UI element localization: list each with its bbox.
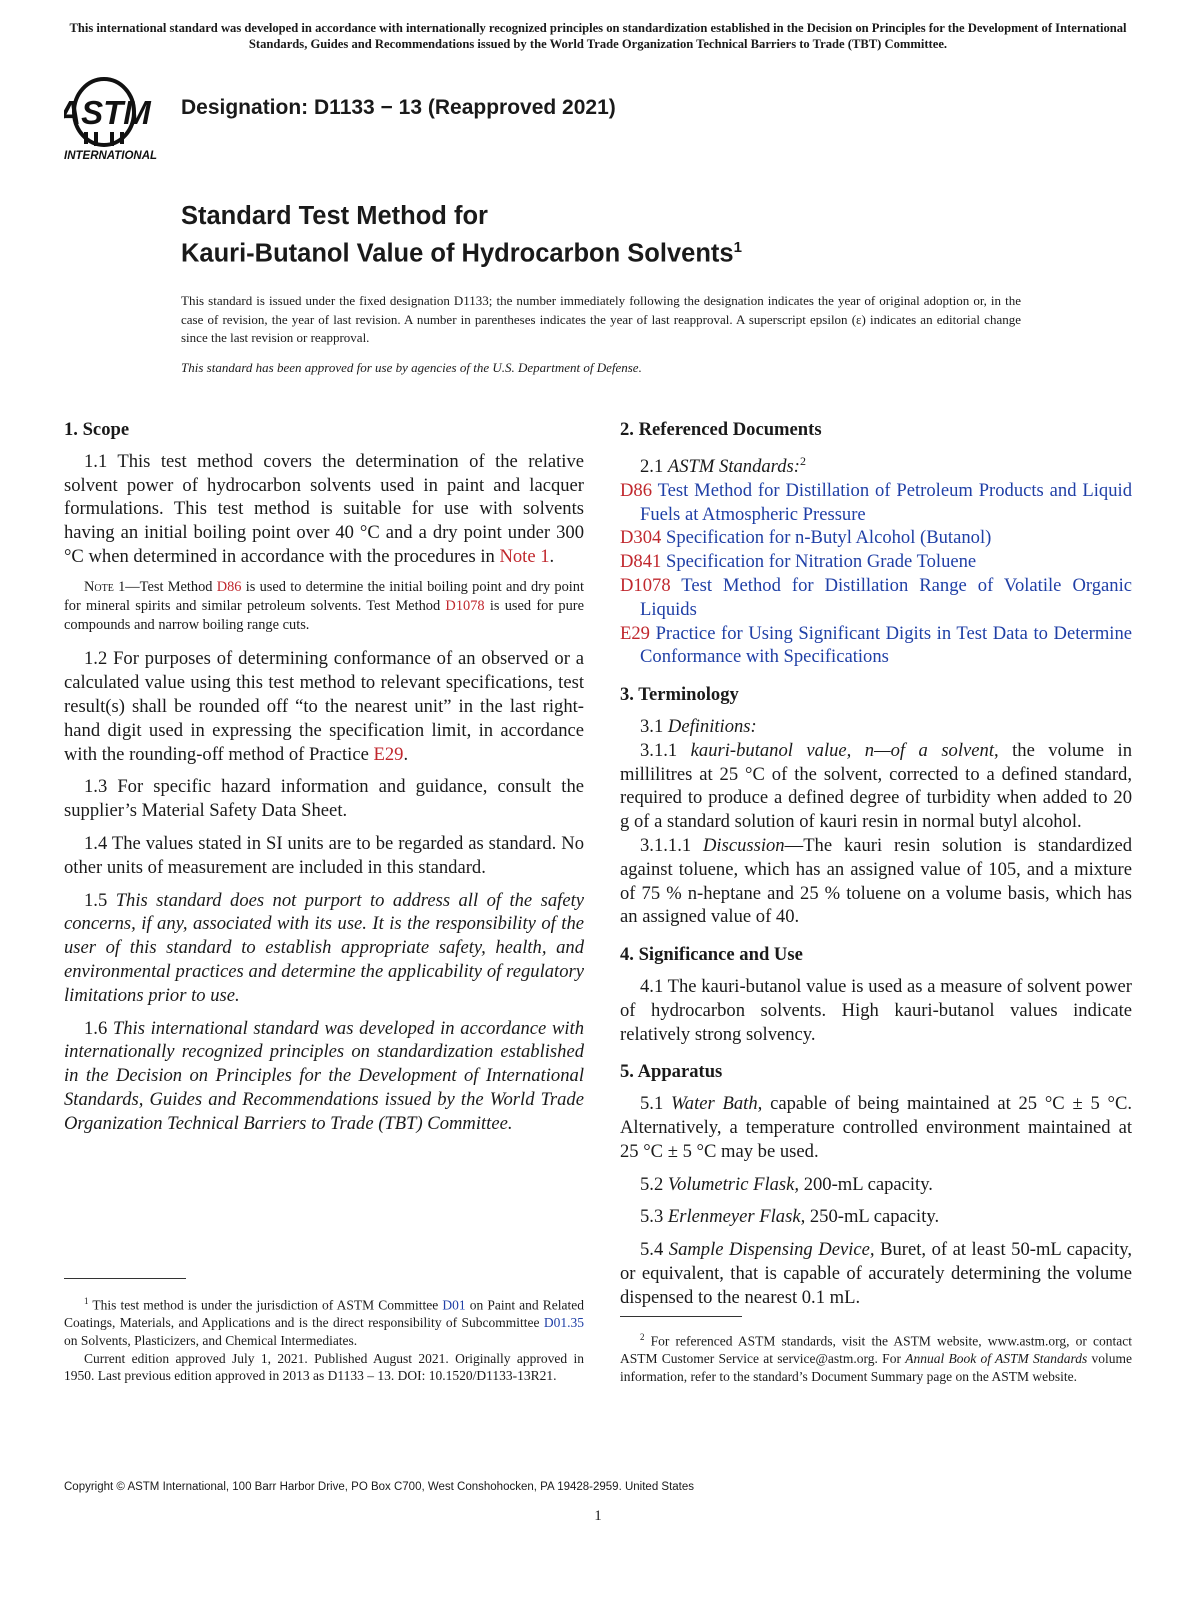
para-5-3 [620, 1205, 1132, 1229]
section-heading-referenced-documents: 2. Referenced Documents [620, 419, 822, 440]
para-1-1-text: 1.1 This test method covers the determination of the relative solvent power of hydrocarbon solvents used in paint and lacquer formulations. This test method is suitable for use with solvents having an initial boiling point over 40 °C and a dry point under 300 °C when determined in accordance with the procedures in [64, 450, 584, 567]
para-5-4-text: Buret, of at least 50-mL capacity, or equivalent, that is capable of accurately determining the volume dispensed to the nearest 0.1 mL. [620, 1239, 1132, 1308]
para-3-1-1-num: 3.1.1 [640, 739, 691, 761]
header-notice: This international standard was developed in accordance with internationally recognized principles on standardization established in the Decision on Principles for the Development of International Standards, Guides and Recommendations issued by the World Trade Organization Technical Barriers to Trade (TBT) Committee. [69, 21, 1127, 51]
ref-d86[interactable] [620, 479, 1132, 527]
section-heading-significance: 4. Significance and Use [620, 944, 803, 966]
ref-title: Test Method for Distillation of Petroleum Products and Liquid Fuels at Atmospheric Pressure [640, 479, 1132, 525]
ref-d841[interactable] [620, 550, 1132, 574]
ref-code: D841 [620, 551, 662, 573]
footnote-1-edition: Current edition approved July 1, 2021. Published August 2021. Originally approved in 1950. Last previous edition approved in 2013 as D1133 – 13. DOI: 10.1520/D1133-13R21. [64, 1350, 584, 1384]
para-5-4-term: Sample Dispensing Device, [668, 1239, 875, 1261]
ref-code: D86 [620, 479, 653, 501]
para-1-1-end: . [549, 545, 555, 567]
para-5-2-num: 5.2 [640, 1173, 668, 1195]
footnotes-left [64, 1278, 584, 1385]
para-2-1-footnote-mark: 2 [799, 453, 806, 468]
ref-title: Practice for Using Significant Digits in Test Data to Determine Conformance with Specifications [640, 622, 1132, 668]
ref-title: Test Method for Distillation Range of Volatile Organic Liquids [640, 574, 1132, 620]
para-3-1-1-1-term: Discussion [702, 834, 785, 856]
footnote-divider [620, 1316, 742, 1317]
title-footnote-mark: 1 [733, 239, 742, 256]
issued-note: This standard is issued under the fixed designation D1133; the number immediately following the designation indicates the year of original adoption or, in the case of revision, the year of last revision. A number in parentheses indicates the year of last reapproval. A superscript epsilon (ε) indicates an editorial change since the last revision or reapproval. [181, 293, 1021, 345]
footnote-2-text-b: volume information, refer to the standard’s Document Summary page on the ASTM website. [620, 1351, 1133, 1384]
document-title [181, 200, 742, 270]
ref-e29[interactable] [620, 622, 1132, 670]
footnote-2 [620, 1329, 1132, 1386]
para-3-1-1-1-text: —The kauri resin solution is standardized against toluene, which has an assigned value of 105, and a mixture of 75 % n-heptane and 25 % toluene on a volume basis, which has an assigned value of 40. [620, 834, 1132, 928]
para-5-4-num: 5.4 [640, 1239, 669, 1261]
ref-code: D304 [620, 527, 662, 549]
note-1-text-a: 1—Test Method [113, 578, 217, 595]
para-1-3: 1.3 For specific hazard information and guidance, consult the supplier’s Material Safety Data Sheet. [64, 776, 584, 822]
para-3-1-1-1 [620, 834, 1132, 929]
para-2-1 [620, 450, 1132, 479]
note-1 [64, 578, 584, 636]
link-d01-35[interactable]: D01.35 [543, 1315, 584, 1331]
ref-code: D1078 [620, 574, 671, 596]
para-5-1-term: Water Bath, [671, 1093, 763, 1115]
link-e29[interactable]: E29 [373, 743, 404, 765]
designation: Designation: D1133 − 13 (Reapproved 2021) [181, 96, 616, 119]
page-number: 1 [594, 1508, 602, 1524]
section-heading-terminology: 3. Terminology [620, 684, 739, 706]
para-1-5-text: This standard does not purport to address all of the safety concerns, if any, associated with its use. It is the responsibility of the user of this standard to establish appropriate safety, health, and environmental practices and determine the applicability of regulatory limitations prior to use. [64, 889, 584, 1006]
ref-d304[interactable] [620, 526, 1132, 550]
section-heading-apparatus: 5. Apparatus [620, 1061, 723, 1083]
para-5-2-text: 200-mL capacity. [799, 1173, 933, 1195]
link-note-1[interactable]: Note 1 [499, 545, 550, 567]
para-3-1-text: Definitions: [667, 715, 757, 737]
link-d01[interactable]: D01 [442, 1297, 466, 1313]
note-1-text-b: is used to determine the initial boiling point and dry point for mineral spirits and similar petroleum solvents. Test Method [64, 578, 584, 614]
para-4-1: 4.1 The kauri-butanol value is used as a measure of solvent power of hydrocarbon solvents. High kauri-butanol values indicate relatively strong solvency. [620, 975, 1132, 1045]
para-5-4 [620, 1238, 1132, 1309]
footnote-2-italic: Annual Book of ASTM Standards [905, 1351, 1088, 1367]
para-5-3-text: 250-mL capacity. [805, 1206, 940, 1228]
para-5-2-term: Volumetric Flask, [667, 1173, 800, 1195]
ref-code: E29 [620, 622, 650, 644]
para-3-1-1-term: kauri-butanol value, n—of a solvent [690, 739, 994, 761]
dod-note: This standard has been approved for use by agencies of the U.S. Department of Defense. [181, 360, 642, 375]
logo-text: ASTM [64, 94, 151, 131]
para-1-2 [64, 647, 584, 766]
para-3-1-1-1-num: 3.1.1.1 [640, 834, 703, 856]
para-1-2-end: . [403, 743, 409, 765]
para-3-1 [620, 715, 1132, 739]
para-1-5-num: 1.5 [84, 889, 116, 911]
para-1-1 [64, 450, 584, 569]
astm-logo [64, 70, 168, 166]
ref-title: Specification for n-Butyl Alcohol (Butanol) [661, 527, 992, 549]
note-1-label: Note [84, 578, 114, 595]
para-5-3-term: Erlenmeyer Flask, [667, 1206, 806, 1228]
title-line-1: Standard Test Method for [181, 202, 488, 230]
footnote-2-mark: 2 [640, 1332, 645, 1342]
link-d86[interactable]: D86 [216, 578, 242, 595]
ref-title: Specification for Nitration Grade Toluene [661, 551, 977, 573]
para-5-3-num: 5.3 [640, 1206, 668, 1228]
para-2-1-num: 2.1 [640, 455, 668, 477]
footnotes-right [620, 1316, 1132, 1386]
para-5-1-num: 5.1 [640, 1093, 672, 1115]
para-1-6-text: This international standard was developed in accordance with internationally recognized principles on standardization established in the Decision on Principles for the Development of International Standards, Guides and Recommendations issued by the World Trade Organization Technical Barriers to Trade (TBT) Committee. [64, 1017, 585, 1134]
footnote-1-text-b: on Paint and Related Coatings, Materials, and Applications and is the direct responsibility of Subcommittee [64, 1297, 584, 1331]
para-1-6-num: 1.6 [84, 1017, 113, 1039]
para-3-1-1-text: , the volume in millilitres at 25 °C of the solvent, corrected to a defined standard, required to produce a defined degree of turbidity when added to 20 g of a standard solution of kauri resin in normal butyl alcohol. [620, 739, 1132, 833]
title-line-2 [181, 232, 742, 270]
para-1-6 [64, 1017, 584, 1136]
ref-d1078[interactable] [620, 574, 1132, 622]
note-1-text-c: is used for pure compounds and narrow boiling range cuts. [64, 597, 584, 634]
para-5-1-text: capable of being maintained at 25 °C ± 5 °C. Alternatively, a temperature controlled environment maintained at 25 °C ± 5 °C may be used. [620, 1093, 1132, 1162]
para-3-1-1 [620, 739, 1132, 834]
para-5-2 [620, 1173, 1132, 1197]
left-column [64, 418, 584, 1145]
para-5-1 [620, 1092, 1132, 1163]
footnote-1-text-c: on Solvents, Plasticizers, and Chemical Intermediates. [64, 1332, 358, 1348]
footnote-2-text-a: For referenced ASTM standards, visit the ASTM website, www.astm.org, or contact ASTM Customer Service at service@astm.org. For [620, 1333, 1132, 1367]
logo-subtext: INTERNATIONAL [64, 150, 158, 162]
section-heading-scope: 1. Scope [64, 419, 130, 440]
footnote-1-mark: 1 [84, 1296, 89, 1306]
copyright-line: Copyright © ASTM International, 100 Barr Harbor Drive, PO Box C700, West Conshohocken, PA 19428-2959. United States [64, 1481, 695, 1493]
para-1-2-text: 1.2 For purposes of determining conformance of an observed or a calculated value using this test method to relevant specifications, test result(s) shall be rounded off “to the nearest unit” in the last right-hand digit used in expressing the specification limit, in accordance with the rounding-off method of Practice [64, 648, 584, 765]
link-d1078[interactable]: D1078 [445, 597, 485, 614]
para-3-1-num: 3.1 [640, 715, 668, 737]
para-1-4: 1.4 The values stated in SI units are to be regarded as standard. No other units of measurement are included in this standard. [64, 832, 584, 878]
footnote-divider [64, 1278, 186, 1279]
title-line-2-text: Kauri-Butanol Value of Hydrocarbon Solvents [181, 239, 734, 268]
para-2-1-label: ASTM Standards: [667, 455, 800, 477]
footnote-1-text-a: This test method is under the jurisdiction of ASTM Committee [88, 1297, 443, 1313]
footnote-1 [64, 1293, 584, 1350]
right-column [620, 418, 1132, 1318]
para-1-5 [64, 889, 584, 1008]
